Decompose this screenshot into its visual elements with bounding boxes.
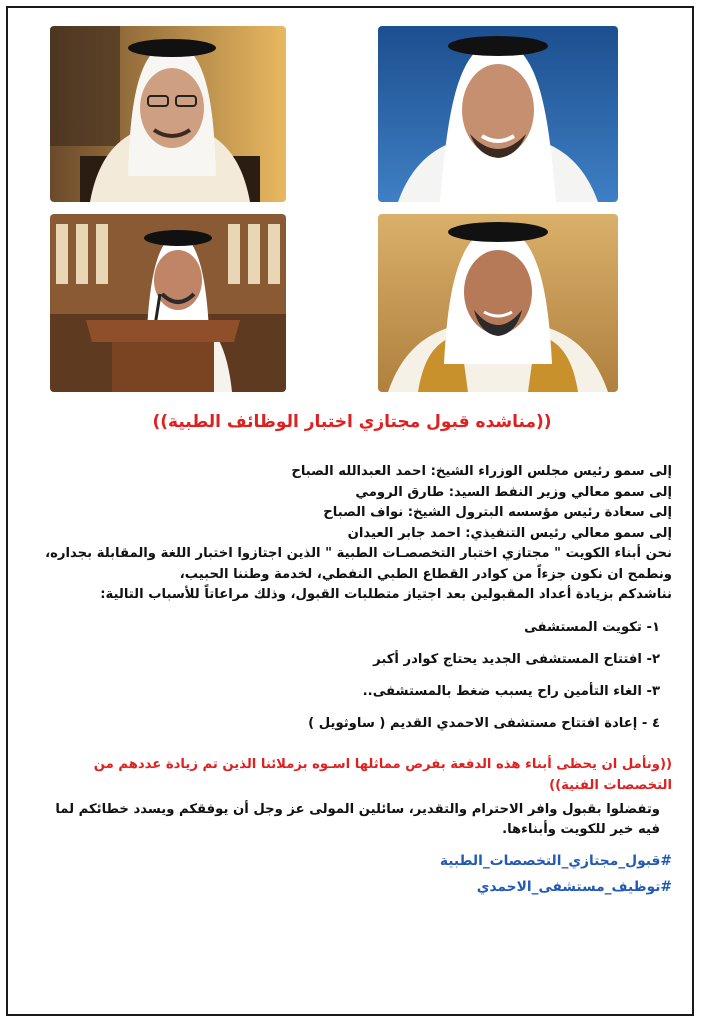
hope-paragraph: ((ونأمل ان يحظى أبناء هذه الدفعة بفرص مماثلها اسـوه بزملائنا الذين تم زيادة عددهم من التخصصات الفنية)) — [93, 756, 672, 793]
intro-paragraph: نحن أبناء الكويت " مجتازي اختبار التخصصـات الطبية " الذين اجتازوا اختبار اللغة والمقابلة بجداره، — [45, 546, 672, 561]
aspiration-paragraph: ونطمح ان نكون جزءاً من كوادر القطاع الطبي النفطي، لخدمة وطننا الحبيب، — [179, 566, 672, 582]
hashtag-link[interactable]: #قبول_مجتازي_التخصصات_الطبية — [439, 852, 672, 869]
reason-item: ٢- افتتاح المستشفى الجديد يحتاج كوادر أكبر — [373, 651, 660, 667]
appeal-paragraph: نناشدكم بزيادة أعداد المقبولين بعد اجتياز متطلبات القبول، وذلك مراعاتاً للأسباب التالية: — [100, 587, 672, 602]
addressee-line: إلى سعادة رئيس مؤسسه البترول الشيخ: نواف الصباح — [323, 505, 672, 520]
portrait-photo-bottom-right — [378, 214, 618, 392]
reason-item: ٣- الغاء التأمين راح يسبب ضغط بالمستشفى.. — [362, 683, 660, 699]
portrait-photo-top-left — [50, 26, 286, 202]
portrait-photo-top-right — [378, 26, 618, 202]
hashtag-link[interactable]: #توظيف_مستشفى_الاحمدي — [476, 878, 672, 895]
reason-item: ٤ - إعادة افتتاح مستشفى الاحمدي القديم ( ساوثويل ) — [308, 715, 660, 731]
page-title: ((مناشده قبول مجتازي اختبار الوظائف الطبية)) — [152, 412, 552, 432]
addressee-line: إلى سمو معالي وزير النفط السيد: طارق الرومي — [355, 484, 672, 500]
letter-body — [30, 462, 672, 898]
closing-paragraph: وتفضلوا بقبول وافر الاحترام والتقدير، سائلين المولى عز وجل أن يوفقكم ويسدد خطائكم لما فيه خير للكويت وأبناءها. — [55, 801, 660, 837]
addressee-line: إلى سمو رئيس مجلس الوزراء الشيخ: احمد العبدالله الصباح — [291, 464, 672, 479]
reason-item: ١- تكويت المستشفى — [524, 619, 660, 635]
portrait-photo-bottom-left — [50, 214, 286, 392]
addressee-line: إلى سمو معالي رئيس التنفيذي: احمد جابر العيدان — [347, 525, 672, 541]
